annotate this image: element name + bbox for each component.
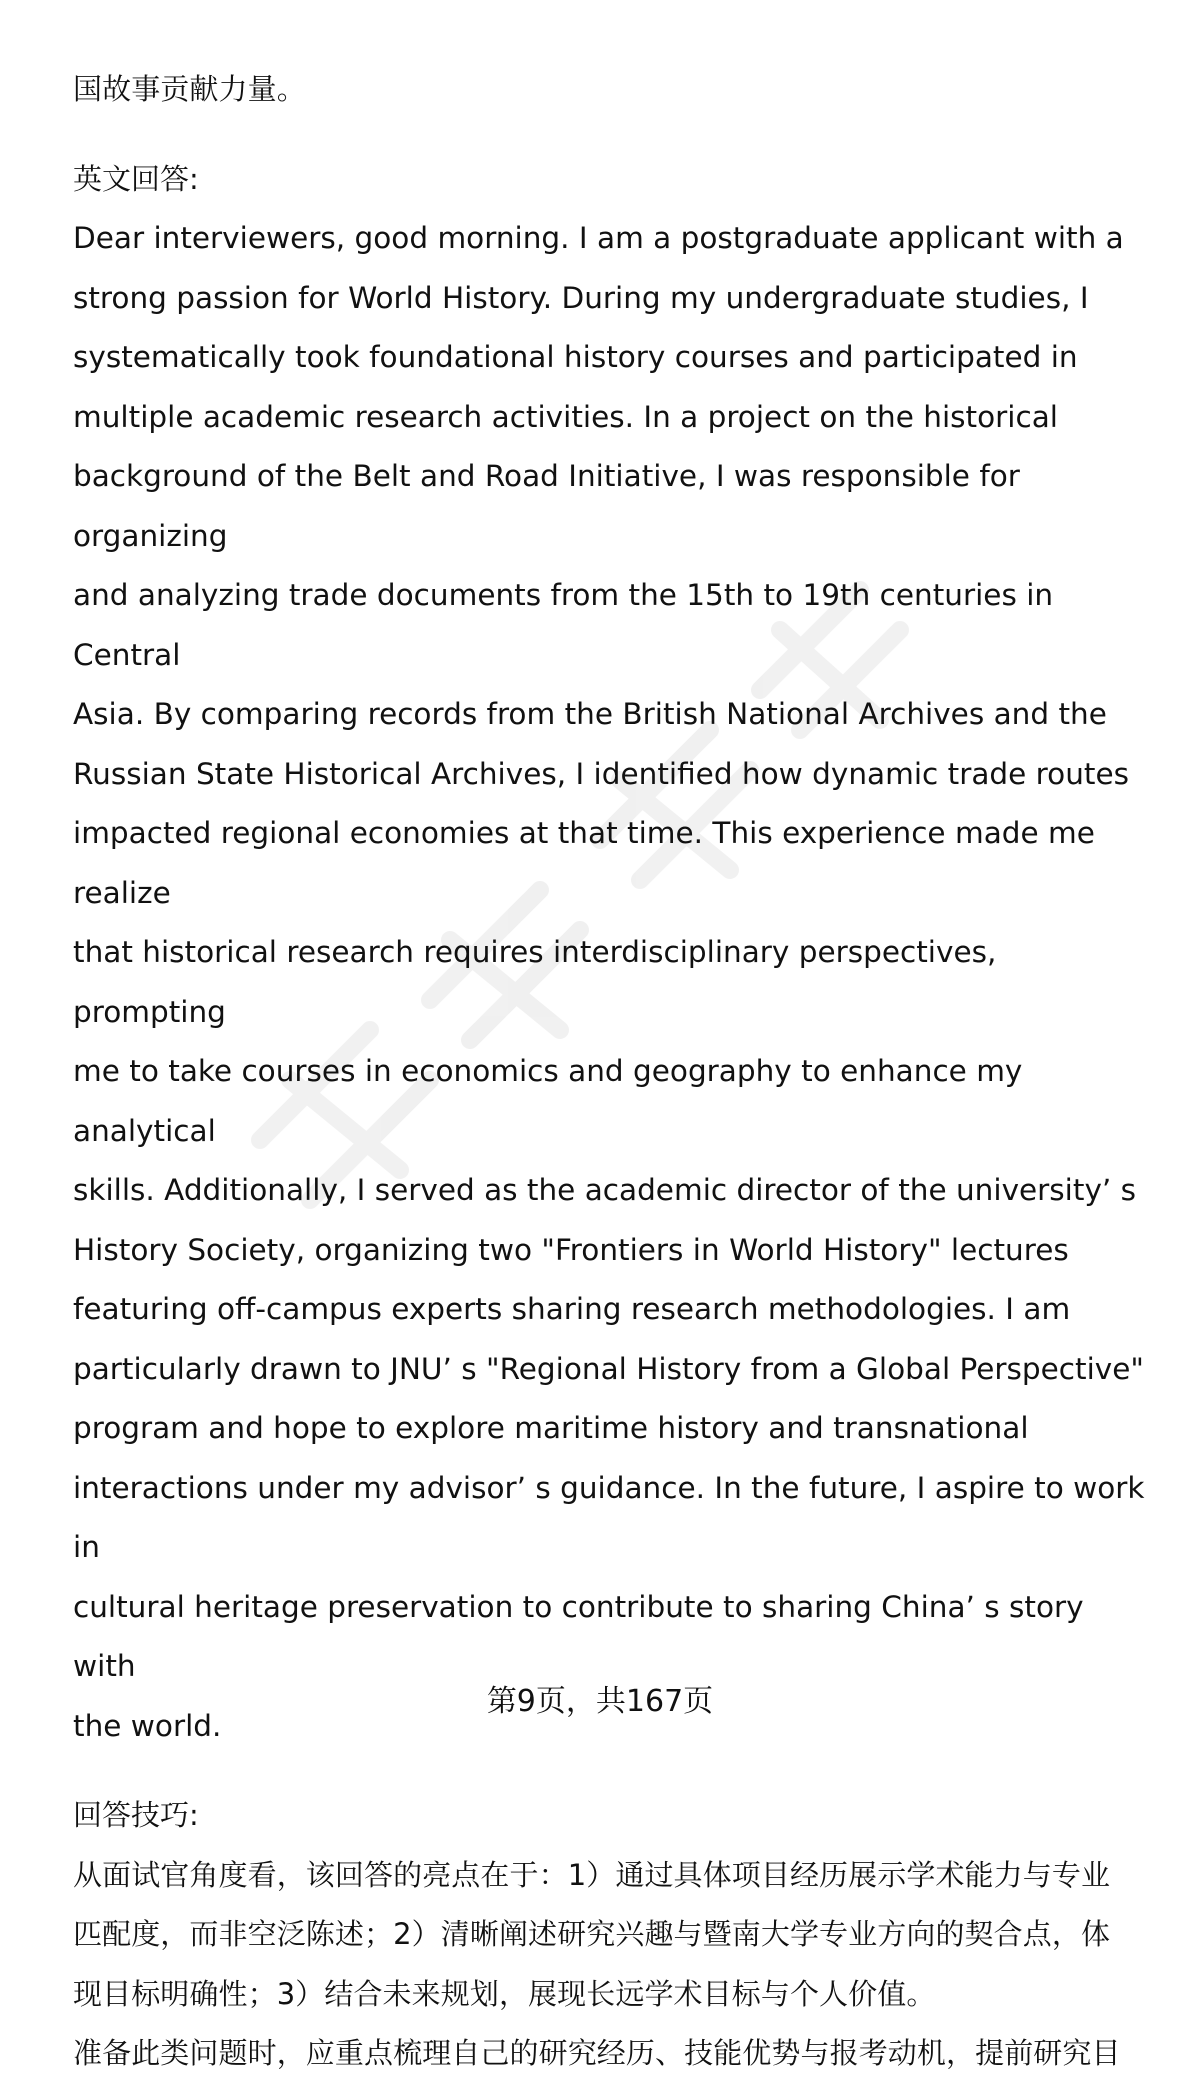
tips-line: 现目标明确性；3）结合未来规划，展现长远学术目标与个人价值。: [73, 1976, 936, 2011]
english-answer-line: particularly drawn to JNU’ s "Regional History from a Global Perspective": [73, 1351, 1144, 1386]
english-answer-line: Dear interviewers, good morning. I am a postgraduate applicant with a: [73, 221, 1124, 255]
tips-line: 从面试官角度看，该回答的亮点在于：1）通过具体项目经历展示学术能力与专业: [73, 1857, 1111, 1892]
english-answer-line: History Society, organizing two "Frontiers in World History" lectures: [73, 1232, 1069, 1267]
page-number-footer: 第9页，共167页: [486, 1684, 714, 1719]
english-answer-line: featuring off-campus experts sharing research methodologies. I am: [73, 1292, 1071, 1326]
english-answer-line: cultural heritage preservation to contribute to sharing China’ s story with: [73, 1589, 1093, 1683]
english-answer-line: that historical research requires interdisciplinary perspectives, prompting: [73, 935, 1006, 1029]
english-answer-heading: 英文回答:: [73, 161, 199, 196]
english-answer-body: [73, 209, 1153, 1756]
document-page: [73, 60, 1153, 2084]
english-answer-line: systematically took foundational history courses and participated in: [73, 340, 1078, 374]
english-answer-line: skills. Additionally, I served as the academic director of the university’ s: [73, 1173, 1137, 1207]
tips-heading: 回答技巧:: [73, 1798, 199, 1832]
english-answer-line: interactions under my advisor’ s guidance. In the future, I aspire to work in: [73, 1470, 1154, 1564]
english-answer-line: program and hope to explore maritime history and transnational: [73, 1411, 1029, 1445]
english-answer-line: strong passion for World History. During my undergraduate studies, I: [73, 280, 1089, 315]
english-answer-line: Russian State Historical Archives, I identified how dynamic trade routes: [73, 756, 1129, 791]
intro-tail-text: 国故事贡献力量。: [73, 72, 306, 106]
english-answer-line: Asia. By comparing records from the British National Archives and the: [73, 697, 1107, 731]
english-answer-line: me to take courses in economics and geography to enhance my analytical: [73, 1054, 1032, 1148]
english-answer-line: and analyzing trade documents from the 15th to 19th centuries in Central: [73, 578, 1063, 672]
english-answer-line: impacted regional economies at that time. This experience made me realize: [73, 816, 1105, 910]
english-answer-line: background of the Belt and Road Initiative, I was responsible for organizing: [73, 459, 1030, 553]
tips-body: [73, 1846, 1153, 2084]
english-answer-line: the world.: [73, 1708, 222, 1743]
spacer: [73, 120, 1153, 150]
tips-line: 匹配度，而非空泛陈述；2）清晰阐述研究兴趣与暨南大学专业方向的契合点，体: [73, 1917, 1111, 1951]
spacer: [73, 1756, 1153, 1786]
english-answer-line: multiple academic research activities. In a project on the historical: [73, 399, 1058, 434]
tips-line: 准备此类问题时，应重点梳理自己的研究经历、技能优势与报考动机，提前研究目: [73, 2036, 1121, 2070]
